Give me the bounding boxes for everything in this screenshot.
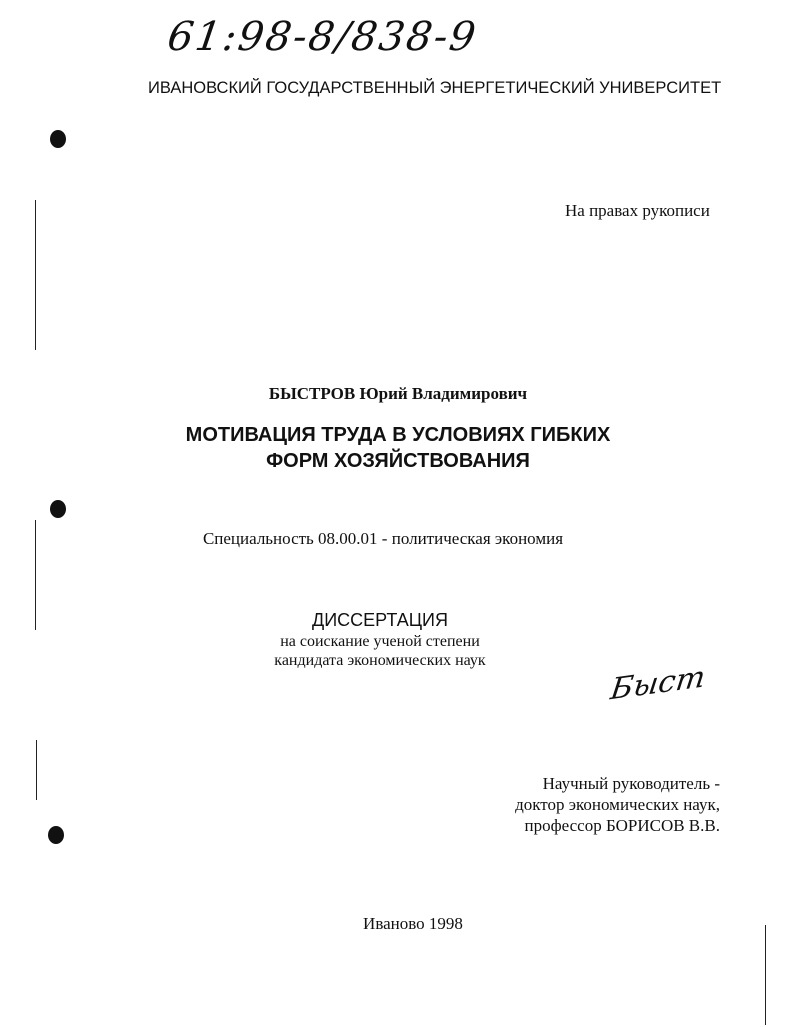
supervisor-degree: доктор экономических наук, [515, 795, 720, 814]
punch-hole-mark [48, 826, 64, 844]
university-name: ИВАНОВСКИЙ ГОСУДАРСТВЕННЫЙ ЭНЕРГЕТИЧЕСКИЙ УНИВЕРСИТЕТ [148, 79, 722, 97]
degree-line2: кандидата экономических наук [274, 652, 486, 669]
scan-edge-line [35, 200, 36, 350]
signature: Быст [608, 659, 708, 708]
scan-edge-line [35, 520, 36, 630]
catalog-number: 61:98-8/838-9 [164, 14, 481, 60]
place-year: Иваново 1998 [363, 914, 463, 933]
scan-edge-line [765, 925, 766, 1025]
punch-hole-mark [50, 500, 66, 518]
author-name: БЫСТРОВ Юрий Владимирович [268, 384, 528, 403]
specialty: Специальность 08.00.01 - политическая экономия [202, 529, 564, 548]
document-type: ДИССЕРТАЦИЯ [312, 610, 448, 630]
dissertation-title-line2: ФОРМ ХОЗЯЙСТВОВАНИЯ [266, 450, 530, 472]
supervisor-label: Научный руководитель - [542, 774, 720, 793]
punch-hole-mark [50, 130, 66, 148]
degree-line1: на соискание ученой степени [280, 633, 480, 650]
dissertation-title-line1: МОТИВАЦИЯ ТРУДА В УСЛОВИЯХ ГИБКИХ [185, 424, 611, 446]
scan-edge-line [36, 740, 37, 800]
rights-note: На правах рукописи [565, 201, 710, 220]
supervisor-name: профессор БОРИСОВ В.В. [524, 816, 720, 835]
